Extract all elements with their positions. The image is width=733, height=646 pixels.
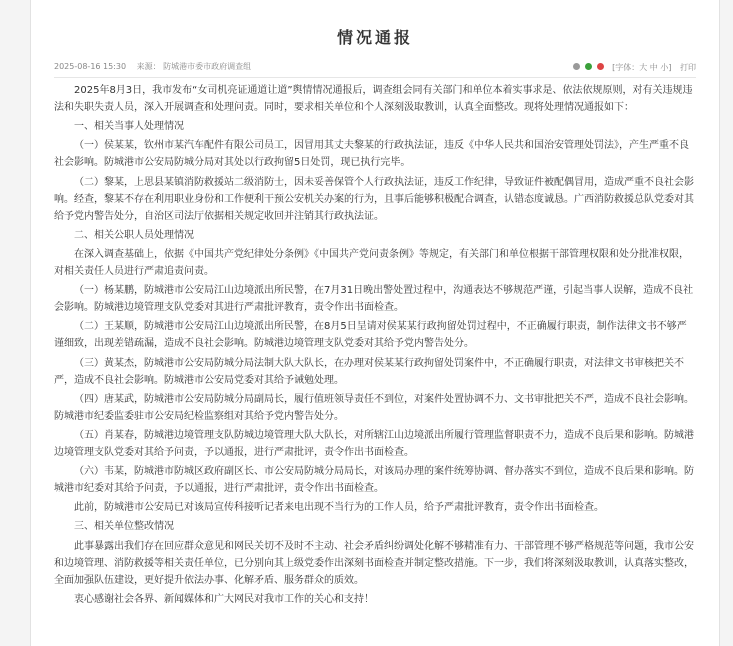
share-icons[interactable] [571, 60, 603, 74]
paragraph: （二）黎某，上思县某镇消防救援站二级消防士，因未妥善保管个人行政执法证，违反工作纪律，导致证件被配偶冒用，造成严重不良社会影响。经查，黎某不存在利用职业身份和工作便利干预公安机关办案的行为，且事后能够积极配合调查，认错态度诚恳。广西消防救援总队党委对其给予党内警告处分，自治区司法厅依据相关规定收回并注销其行政执法证。 [54, 176, 694, 222]
section-heading: 二、相关公职人员处理情况 [74, 229, 194, 241]
paragraph: （二）王某顺，防城港市公安局江山边境派出所民警，在8月5日呈请对侯某某行政拘留处罚过程中，不正确履行职责，制作法律文书不够严谨细致，出现差错疏漏，造成不良社会影响。防城港边境管理支队党委对其给予党内警告处分。 [54, 321, 687, 350]
paragraph: （一）侯某某，钦州市某汽车配件有限公司员工，因冒用其丈夫黎某的行政执法证，违反《中华人民共和国治安管理处罚法》，产生严重不良社会影响。防城港市公安局防城分局对其处以行政拘留5日处罚，现已执行完毕。 [54, 140, 689, 169]
paragraph: 2025年8月3日，我市发布“女司机亮证通道让道”舆情情况通报后，调查组会同有关部门和单位本着实事求是、依法依规原则，对有关违规违法和失职失责人员，深入开展调查和处理问责。同时，要求相关单位和个人深刻汲取教训，认真全面整改。现将处理情况通报如下： [54, 85, 693, 113]
article-source: 来源： 防城港市委市政府调查组 [136, 62, 252, 71]
weibo-icon[interactable] [597, 63, 604, 70]
paragraph: （六）韦某，防城港市防城区政府副区长、市公安局防城分局局长，对该局办理的案件统筹协调、督办落实不到位，造成不良后果和影响。防城港市纪委对其给予问责，予以通报，进行严肃批评，责令作出书面检查。 [54, 466, 694, 495]
print-link[interactable]: 打印 [680, 62, 696, 72]
wechat-icon[interactable] [585, 63, 592, 70]
divider [54, 77, 696, 78]
article-body [54, 82, 696, 610]
paragraph: （三）黄某杰，防城港市公安局防城分局法制大队大队长，在办理对侯某某行政拘留处罚案件中，不正确履行职责，对法律文书审核把关不严，造成不良社会影响。防城港市公安局党委对其给予诫勉处理。 [54, 357, 684, 386]
paragraph: 衷心感谢社会各界、新闻媒体和广大网民对我市工作的关心和支持！ [74, 593, 374, 605]
font-size-control[interactable]: [字体：大 中 小] [612, 62, 672, 72]
article-meta [54, 60, 696, 74]
paragraph: （四）唐某武，防城港市公安局防城分局副局长，履行值班领导责任不到位，对案件处置协调不力、文书审批把关不严，造成不良社会影响。防城港市纪委监委驻市公安局纪检监察组对其给予党内警告处分。 [54, 393, 694, 422]
article-title: 情况通报 [336, 28, 413, 47]
paragraph: 此事暴露出我们存在回应群众意见和网民关切不及时不主动、社会矛盾纠纷调处化解不够精准有力、干部管理不够严格规范等问题，我市公安和边境管理、消防救援等相关责任单位，已分别向其上级党委作出深刻书面检查并制定整改措施。下一步，我们将深刻汲取教训，认真落实整改，全面加强队伍建设，更好提升依法办事、化解矛盾、服务群众的质效。 [54, 540, 694, 586]
share-icon[interactable] [573, 63, 580, 70]
paragraph: （五）肖某春，防城港边境管理支队防城边境管理大队大队长，对所辖江山边境派出所履行管理监督职责不力，造成不良后果和影响。防城港边境管理支队党委对其给予问责，予以通报，进行严肃批评，责令作出书面检查。 [54, 429, 694, 458]
paragraph: 此前，防城港市公安局已对该局宣传科接听记者来电出现不当行为的工作人员，给予严肃批评教育，责令作出书面检查。 [74, 502, 604, 514]
paragraph: 在深入调查基础上，依据《中国共产党纪律处分条例》《中国共产党问责条例》等规定，有关部门和单位根据干部管理权限和处分批准权限，对相关责任人员进行严肃追责问责。 [54, 248, 689, 277]
section-heading: 一、相关当事人处理情况 [74, 121, 184, 133]
publish-date: 2025-08-16 15:30 [54, 62, 127, 71]
article-card [30, 0, 720, 646]
section-heading: 三、相关单位整改情况 [74, 521, 174, 533]
meta-right [565, 60, 696, 75]
paragraph: （一）杨某鹏，防城港市公安局江山边境派出所民警，在7月31日晚出警处置过程中，沟通表达不够规范严谨，引起当事人误解，造成不良社会影响。防城港边境管理支队党委对其进行严肃批评教育，责令作出书面检查。 [54, 285, 694, 314]
